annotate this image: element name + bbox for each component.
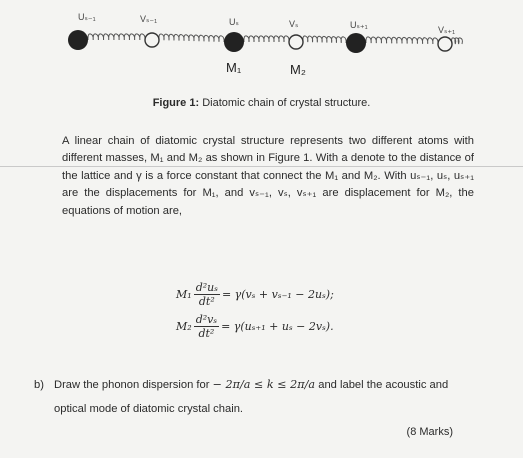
spring-3	[303, 36, 346, 43]
question-text-after: and label the acoustic and optical mode of diatomic crystal chain.	[54, 379, 449, 415]
spring-5	[452, 38, 463, 44]
spring-1	[159, 34, 224, 42]
spring-0	[88, 34, 145, 40]
label-u-s-minus-1: Uₛ₋₁	[78, 12, 96, 22]
eq1-fraction	[194, 281, 220, 308]
caption-label: Figure 1:	[152, 97, 200, 109]
atom-m2-right	[438, 37, 452, 51]
equations-of-motion	[176, 278, 334, 342]
eq2-denominator: dt²	[198, 326, 215, 340]
spring-2	[244, 36, 289, 42]
label-v-s-minus-1: Vₛ₋₁	[140, 14, 158, 24]
springs	[88, 34, 462, 44]
eq2-numerator: d²vₛ	[195, 312, 218, 326]
eq1-coefficient: M₁	[176, 287, 192, 301]
marks-allocation: (8 Marks)	[406, 426, 453, 438]
atom-m1-left	[68, 30, 88, 50]
problem-description: A linear chain of diatomic crystal structure represents two different atoms with different masses, M₁ and M₂ as shown in Figure 1. With a denote to the distance of the lattice and γ is a force constant that connect the M₁ and M₂. With uₛ₋₁, uₛ, uₛ₊₁ are the displacements for M₁, and vₛ₋₁, vₛ, vₛ₊₁ are displacement for M₂, the equations of motion are,	[62, 135, 474, 217]
spring-4	[366, 37, 438, 44]
diatomic-chain-figure	[0, 0, 523, 90]
eq2-rhs: = γ(uₛ₊₁ + uₛ − 2vₛ).	[221, 319, 334, 333]
question-text-before: Draw the phonon dispersion for	[54, 379, 213, 391]
question-b	[34, 373, 464, 421]
question-text	[54, 373, 464, 421]
eq2-coefficient: M₂	[176, 319, 192, 333]
eq1-rhs: = γ(vₛ + vₛ₋₁ − 2uₛ);	[221, 287, 334, 301]
equation-m2	[176, 310, 334, 342]
caption-text: Diatomic chain of crystal structure.	[199, 97, 371, 109]
label-u-s-plus-1: Uₛ₊₁	[350, 20, 368, 30]
label-mass-1: M₁	[226, 60, 242, 75]
question-inequality: − 2π/a ≤ k ≤ 2π/a	[212, 378, 316, 391]
label-v-s: Vₛ	[289, 19, 299, 29]
equation-m1	[176, 278, 334, 310]
eq2-fraction	[194, 313, 219, 340]
atom-m2-left	[145, 33, 159, 47]
eq1-denominator: dt²	[198, 294, 215, 308]
eq1-numerator: d²uₛ	[195, 280, 218, 294]
label-v-s-plus-1: Vₛ₊₁	[438, 25, 456, 35]
atom-m2-center	[289, 35, 303, 49]
atom-m1-right	[346, 33, 366, 53]
figure-caption	[0, 97, 523, 109]
atom-m1-center	[224, 32, 244, 52]
label-mass-2: M₂	[290, 62, 306, 77]
question-letter: b)	[34, 379, 44, 391]
label-u-s: Uₛ	[229, 17, 239, 27]
